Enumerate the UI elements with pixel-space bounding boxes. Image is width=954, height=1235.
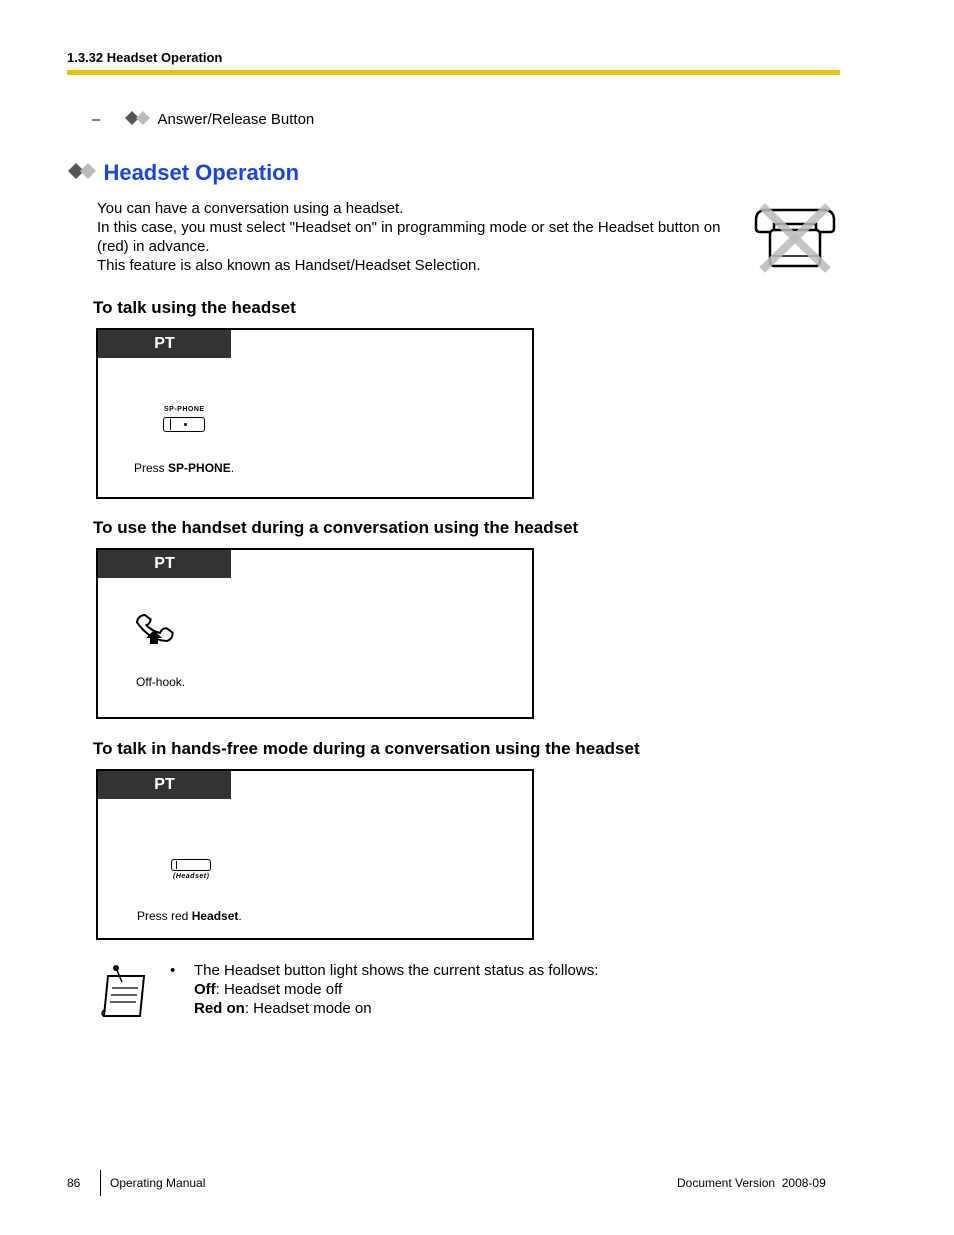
footer-version: Document Version 2008-09	[677, 1176, 826, 1190]
section-header: 1.3.32 Headset Operation	[67, 50, 223, 65]
dash-item	[92, 110, 314, 130]
header-rule	[67, 70, 840, 75]
intro-line: In this case, you must select "Headset on" in programming mode or set the Headset button on (red) in advance.	[97, 219, 721, 255]
procedure-box-2	[96, 548, 534, 719]
pt-tab: PT	[98, 330, 231, 358]
procedure-heading: To talk in hands-free mode during a conversation using the headset	[93, 739, 640, 758]
off-hook-handset-icon	[136, 608, 184, 653]
diamond-pair-icon	[124, 110, 154, 130]
note-line	[194, 999, 598, 1018]
sp-phone-label: SP-PHONE	[164, 406, 205, 413]
bullet-mark: •	[170, 962, 176, 979]
headset-button-icon[interactable]	[171, 859, 211, 871]
note-line	[194, 980, 598, 999]
note-bold: Red on	[194, 1000, 245, 1017]
pt-tab: PT	[98, 771, 231, 799]
notepad-icon	[100, 962, 148, 1025]
sp-phone-button-icon[interactable]	[163, 417, 205, 432]
page-title: Headset Operation	[103, 160, 300, 185]
dash-mark: –	[92, 110, 101, 128]
note-list	[170, 961, 598, 1018]
procedure-box-3	[96, 769, 534, 940]
footer-doc-title: Operating Manual	[110, 1176, 206, 1190]
caption-text: .	[238, 909, 242, 923]
procedure-box-1	[96, 328, 534, 499]
intro-line: This feature is also known as Handset/Headset Selection.	[97, 257, 481, 274]
step-caption: Off-hook.	[136, 675, 186, 689]
intro-line: You can have a conversation using a headset.	[97, 200, 404, 217]
note-bold: Off	[194, 981, 216, 998]
caption-bold: SP-PHONE	[168, 461, 231, 475]
pt-tab: PT	[98, 550, 231, 578]
page-number: 86	[67, 1176, 81, 1190]
caption-text: Press red	[137, 909, 192, 923]
title-row	[67, 160, 299, 186]
answer-release-label: Answer/Release Button	[157, 110, 315, 128]
intro-text	[97, 199, 747, 275]
procedure-heading: To use the handset during a conversation using the headset	[93, 518, 579, 537]
caption-text: Press	[134, 461, 169, 475]
telephone-crossed-icon	[750, 202, 840, 279]
note-line: The Headset button light shows the current status as follows:	[194, 962, 599, 979]
note-text: : Headset mode off	[215, 981, 343, 998]
caption-text: .	[230, 461, 235, 475]
footer-divider	[100, 1170, 101, 1196]
step-caption	[134, 461, 234, 475]
note-text: : Headset mode on	[244, 1000, 372, 1017]
step-caption	[137, 909, 242, 923]
headset-button-label: (Headset)	[173, 873, 210, 880]
caption-bold: Headset	[191, 909, 239, 923]
procedure-heading: To talk using the headset	[93, 298, 296, 317]
diamond-pair-icon	[67, 162, 99, 185]
